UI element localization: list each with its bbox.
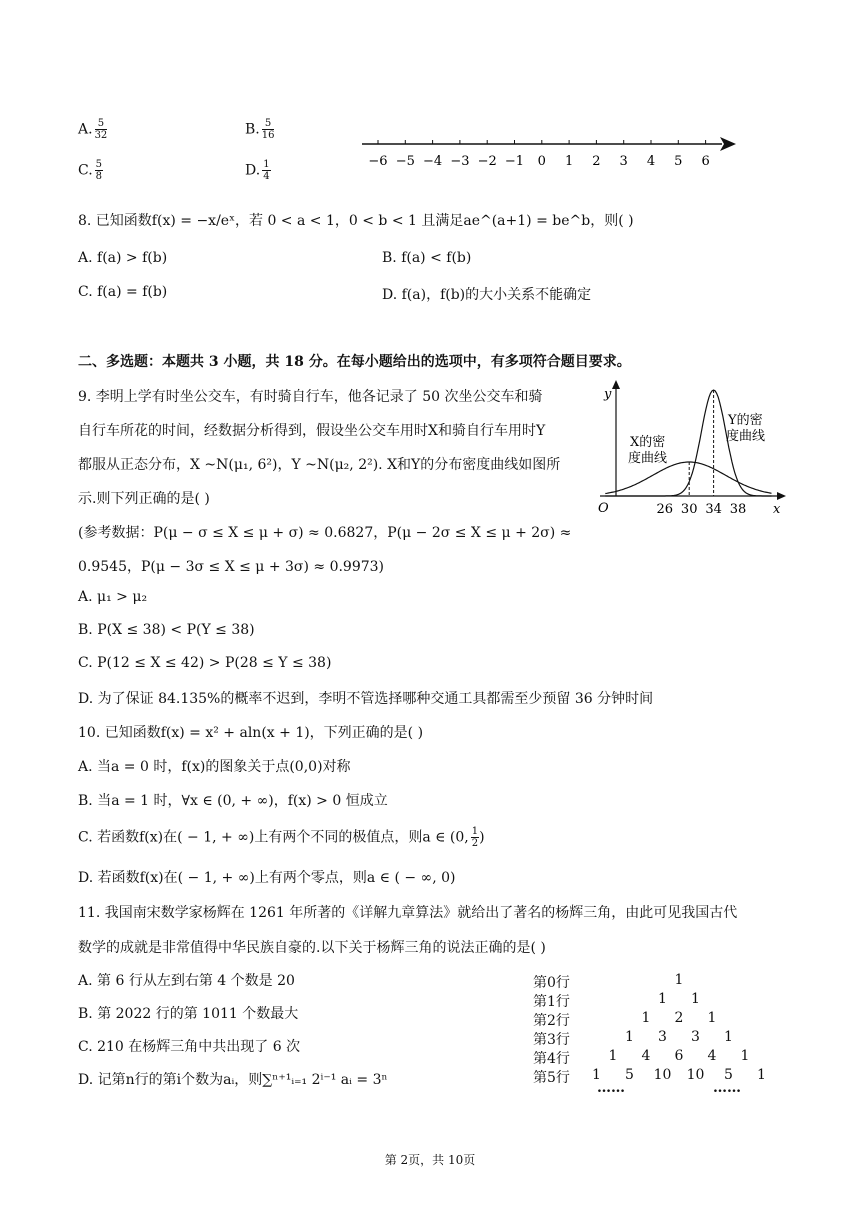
q9-reference: 0.9545，P(μ − 3σ ≤ X ≤ μ + 3σ) ≈ 0.9973)	[78, 559, 385, 575]
triangle-row-label: 第3行	[533, 1032, 570, 1048]
option-label: B.	[245, 121, 260, 138]
origin-label: O	[598, 501, 609, 516]
x-tick-label: 34	[705, 502, 722, 517]
fraction	[471, 826, 479, 849]
triangle-value: 1	[740, 1048, 750, 1064]
denominator: 2	[471, 838, 479, 849]
q7-option-b	[245, 118, 274, 141]
x-curve-label: X的密	[630, 435, 666, 450]
numerator: 1	[263, 159, 270, 170]
q11-option-d: D. 记第n行的第i个数为aᵢ，则∑ⁿ⁺¹ᵢ₌₁ 2ⁱ⁻¹ aᵢ = 3ⁿ	[78, 1072, 388, 1088]
number-line-tick-label: −5	[395, 154, 415, 169]
fraction	[95, 159, 103, 182]
q7-option-a	[78, 118, 107, 141]
triangle-value: 1	[691, 991, 700, 1007]
x-tick-labels	[657, 502, 747, 517]
x-tick-label: 26	[656, 502, 674, 517]
triangle-value: 3	[691, 1029, 700, 1045]
q9-option-b: B. P(X ≤ 38) < P(Y ≤ 38)	[78, 622, 255, 638]
numerator: 5	[262, 118, 275, 130]
triangle-value: 10	[686, 1067, 705, 1083]
number-line-tick-label: 2	[592, 154, 601, 169]
q9-line: 示.则下列正确的是( )	[78, 491, 210, 507]
q10-option-d: D. 若函数f(x)在( − 1, + ∞)上有两个零点，则a ∈ ( − ∞, 0)	[78, 870, 456, 886]
q9-line: 都服从正态分布，X ~N(μ₁, 6²)，Y ~N(μ₂, 2²). X和Y的分布密度曲线如图所	[78, 457, 561, 473]
triangle-value: 3	[658, 1029, 667, 1045]
x-curve-label: 度曲线	[628, 451, 668, 466]
option-text: )	[479, 829, 485, 846]
denominator: 16	[261, 130, 275, 141]
numerator: 5	[95, 118, 108, 130]
fraction	[262, 159, 270, 182]
q10-option-c	[78, 826, 485, 849]
triangle-row-label: 第5行	[533, 1070, 570, 1086]
triangle-value: 5	[724, 1067, 733, 1083]
q9-reference: (参考数据：P(μ − σ ≤ X ≤ μ + σ) ≈ 0.6827，P(μ − 2σ ≤ X ≤ μ + 2σ) ≈	[78, 525, 572, 541]
option-label: A.	[78, 121, 93, 138]
y-arrow-icon	[612, 380, 620, 389]
numerator: 5	[95, 159, 103, 170]
triangle-row-label: 第0行	[533, 975, 570, 991]
number-line	[360, 132, 740, 174]
x-tick-label: 38	[729, 502, 747, 517]
number-line-tick-label: 3	[619, 154, 628, 169]
triangle-value: 4	[707, 1048, 717, 1064]
number-line-tick-label: −1	[504, 154, 525, 169]
section-heading: 二、多选题：本题共 3 小题，共 18 分。在每小题给出的选项中，有多项符合题目要求。	[78, 354, 631, 370]
q7-option-d	[245, 159, 271, 182]
triangle-value: 1	[608, 1048, 618, 1064]
option-text: C. 若函数f(x)在( − 1, + ∞)上有两个不同的极值点，则a ∈ (0,	[78, 829, 469, 846]
q10-option-b: B. 当a = 1 时，∀x ∈ (0, + ∞)，f(x) > 0 恒成立	[78, 793, 388, 809]
yanghui-triangle	[533, 972, 793, 1104]
q8-option-a: A. f(a) > f(b)	[78, 250, 168, 266]
option-label: C.	[78, 162, 93, 179]
q11-option-b: B. 第 2022 行的第 1011 个数最大	[78, 1006, 299, 1022]
triangle-value: 2	[674, 1010, 684, 1026]
number-line-tick-label: 4	[646, 154, 656, 169]
x-arrow-icon	[777, 492, 786, 500]
q9-option-c: C. P(12 ≤ X ≤ 42) > P(28 ≤ Y ≤ 38)	[78, 655, 332, 671]
q11-option-a: A. 第 6 行从左到右第 4 个数是 20	[78, 973, 295, 989]
triangle-value: 1	[658, 991, 667, 1007]
number-line-tick-label: −2	[477, 154, 497, 169]
option-label: D.	[245, 162, 261, 179]
arrow-icon	[720, 137, 736, 151]
number-line-tick-label: 0	[537, 154, 546, 169]
number-line-tick-label: 6	[701, 154, 710, 169]
q9-option-a: A. μ₁ > μ₂	[78, 589, 148, 605]
q8-stem: 8. 已知函数f(x) = −x/eˣ，若 0 < a < 1，0 < b < 1 且满足ae^(a+1) = be^b，则( )	[78, 213, 634, 229]
denominator: 4	[263, 171, 270, 182]
normal-distribution-figure	[590, 378, 790, 518]
q11-stem: 数学的成就是非常值得中华民族自豪的.以下关于杨辉三角的说法正确的是( )	[78, 940, 546, 956]
triangle-value: 1	[592, 1067, 601, 1083]
y-curve-label: 度曲线	[726, 429, 766, 444]
q8-option-d: D. f(a)，f(b)的大小关系不能确定	[382, 287, 592, 303]
q7-option-c	[78, 159, 103, 182]
triangle-value: 1	[757, 1067, 766, 1083]
triangle-row-label: 第4行	[533, 1051, 570, 1067]
triangle-value: 4	[641, 1048, 651, 1064]
triangle-row-label: 第1行	[533, 994, 570, 1010]
q8-option-c: C. f(a) = f(b)	[78, 284, 168, 300]
triangle-value: 5	[625, 1067, 634, 1083]
denominator: 32	[94, 130, 108, 141]
fraction	[262, 118, 275, 141]
triangle-dots: ……	[713, 1080, 741, 1096]
triangle-value: 1	[625, 1029, 634, 1045]
x-tick-label: 30	[680, 502, 698, 517]
q11-option-c: C. 210 在杨辉三角中共出现了 6 次	[78, 1039, 301, 1055]
q11-stem: 11. 我国南宋数学家杨辉在 1261 年所著的《详解九章算法》就给出了著名的杨辉三角，由此可见我国古代	[78, 905, 738, 921]
q8-option-b: B. f(a) < f(b)	[382, 250, 472, 266]
q9-option-d: D. 为了保证 84.135%的概率不迟到，李明不管选择哪种交通工具都需至少预留 36 分钟时间	[78, 691, 654, 707]
y-axis-label: y	[604, 387, 612, 402]
fraction	[95, 118, 108, 141]
q10-option-a: A. 当a = 0 时，f(x)的图象关于点(0,0)对称	[78, 759, 351, 775]
triangle-value: 1	[674, 972, 684, 988]
triangle-dots: ……	[597, 1080, 625, 1096]
numerator: 1	[471, 826, 479, 837]
q10-stem: 10. 已知函数f(x) = x² + aln(x + 1)，下列正确的是( )	[78, 725, 424, 741]
x-density-curve	[605, 462, 771, 494]
triangle-value: 1	[724, 1029, 733, 1045]
denominator: 8	[95, 171, 103, 182]
q9-line: 9. 李明上学有时坐公交车，有时骑自行车，他各记录了 50 次坐公交车和骑	[78, 389, 543, 405]
triangle-value: 10	[653, 1067, 672, 1083]
page-footer: 第 2页，共 10页	[384, 1153, 476, 1167]
triangle-row-label: 第2行	[533, 1013, 570, 1029]
number-line-tick-label: −3	[450, 154, 470, 169]
number-line-tick-label: −4	[423, 154, 443, 169]
x-axis-label: x	[773, 502, 781, 517]
number-line-tick-label: −6	[368, 154, 388, 169]
q9-line: 自行车所花的时间，经数据分析得到，假设坐公交车用时X和骑自行车用时Y	[78, 423, 546, 439]
triangle-value: 1	[641, 1010, 651, 1026]
number-line-tick-label: 5	[674, 154, 683, 169]
y-curve-label: Y的密	[728, 413, 763, 428]
triangle-value: 6	[674, 1048, 684, 1064]
triangle-value: 1	[707, 1010, 717, 1026]
number-line-tick-label: 1	[564, 154, 574, 169]
